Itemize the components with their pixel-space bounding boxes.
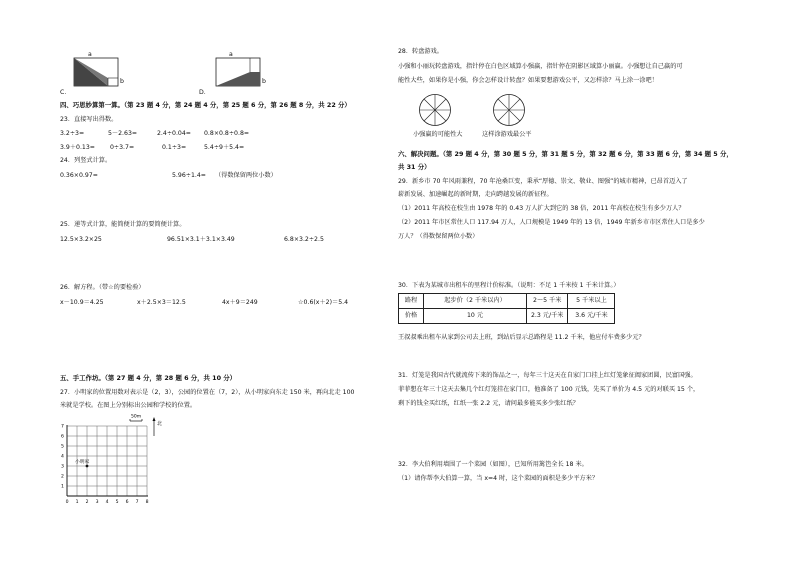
fare-table-cell: 路程	[399, 294, 424, 309]
x-tick-label: 4	[105, 500, 109, 505]
y-tick-label: 3	[61, 464, 64, 470]
fare-table-cell: 起步价（2 千米以内）	[424, 294, 527, 309]
q23-row2-item3: 0.1÷3=	[162, 144, 187, 151]
y-tick-label: 1	[61, 484, 64, 490]
x-tick-label: 2	[85, 500, 89, 505]
fare-table-header-row	[399, 294, 615, 309]
x-tick-label: 6	[125, 500, 129, 505]
q25-problem-1: 12.5×3.2×25	[60, 236, 102, 243]
q25-problem-3: 6.8×3.2÷2.5	[284, 236, 324, 243]
figure-c-diagram	[68, 50, 128, 90]
q26-title: 26．解方程。（带☆的要检验）	[60, 284, 145, 291]
q32-line-1: 32．李大伯利用墙围了一个菜园（如图），已知所用篱笆全长 18 米。	[398, 461, 588, 468]
fare-table-cell: 10 元	[424, 309, 527, 324]
x-tick-label: 5	[115, 500, 119, 505]
q26-problem-3: 4x＋9＝249	[222, 299, 258, 306]
q28-line-1: 小强和小丽玩转盘游戏，指针停在白色区域算小强赢，指针停在阴影区域算小丽赢。小强想让自己赢的可	[398, 63, 683, 70]
figure-d-diagram	[210, 50, 270, 90]
fare-table	[398, 293, 615, 324]
section-5-title: 五、手工作坊。（第 27 题 4 分，第 28 题 6 分，共 10 分）	[60, 374, 237, 382]
fare-table-cell: 价格	[399, 309, 424, 324]
q25-problem-2: 96.51×3.1＋3.1×3.49	[167, 236, 235, 243]
y-tick-label: 7	[61, 424, 64, 430]
q23-row1-item4: 0.8×0.8÷0.8=	[204, 130, 250, 137]
spinner-2	[492, 93, 526, 127]
figure-d-a-label: a	[229, 51, 233, 58]
q23-title: 23．直接写出得数。	[60, 116, 118, 123]
q29-line-2: 崭新发展、加速崛起的新时期，走向跨越发展的新征程。	[398, 191, 553, 198]
q26-problem-2: x＋2.5×3＝12.5	[137, 299, 186, 306]
q23-row2-item4: 5.4÷9＋5.4=	[204, 144, 245, 151]
figure-c-a-label: a	[88, 51, 92, 58]
y-tick-labels	[61, 424, 64, 490]
q27-line-2: 米就是学校。在图上分别标出公园和学校的位置。	[60, 402, 197, 409]
fare-table-cell: 2～5 千米	[527, 294, 568, 309]
fare-table-cell: 5 千米以上	[568, 294, 615, 309]
q30-title: 30．下表为某城市出租车的里程计价标准。（说明：不足 1 千米按 1 千米计算。）	[398, 282, 620, 289]
spinner-1	[418, 93, 452, 127]
q30-question: 王叔叔乘出租车从家到公司去上班，到站后显示总路程是 11.2 千米，他应付车费多少元？	[398, 334, 645, 341]
section-6-title-line-1: 六、解决问题。（第 29 题 4 分，第 30 题 5 分，第 31 题 5 分，第 32 题 6 分，第 33 题 6 分，第 34 题 5 分，	[398, 150, 733, 158]
q24-problem-2: 5.96÷1.4=	[172, 172, 206, 179]
section-4-title: 四、巧思妙算第一算。（第 23 题 4 分，第 24 题 4 分，第 25 题 6 分，第 26 题 8 分，共 22 分）	[60, 101, 351, 109]
north-label: 北	[157, 421, 163, 427]
q28-title: 28．转盘游戏。	[398, 48, 443, 55]
q29-line-3: （1）2011 年高校在校生由 1978 年的 0.43 万人扩大到它的 38 倍，2011 年高校在校生有多少万人？	[398, 205, 685, 212]
x-tick-label: 3	[95, 500, 99, 505]
q23-row1-item3: 2.4÷0.04=	[157, 130, 191, 137]
y-tick-label: 5	[61, 444, 64, 450]
x-tick-label: 1	[75, 500, 79, 505]
spinner-2-caption: 这样涂游戏最公平	[482, 131, 532, 138]
figure-d	[210, 50, 270, 93]
figure-d-b-label: b	[262, 78, 266, 85]
figure-c-b-label: b	[120, 78, 124, 85]
q27-line-1: 27．小明家的位置用数对表示是（2，3），公园的位置在（7，2），从小明家向东走 150 米，再向北走 100	[60, 389, 355, 396]
figure-c	[68, 50, 128, 93]
option-d-label: D．	[199, 89, 210, 96]
scale-label: 50m	[131, 414, 142, 420]
q23-row1-item2: 5－2.63=	[108, 130, 138, 137]
y-tick-label: 6	[61, 434, 64, 440]
option-c-label: C．	[60, 89, 71, 96]
q29-line-1: 29．新乡市 70 年风雨兼程，70 年沧桑巨变，秉承“厚德、崇文、敬业、图强”的城市精神，已昂首迈入了	[398, 178, 688, 185]
x-tick-label: 8	[145, 500, 149, 505]
q24-title: 24．列竖式计算。	[60, 157, 112, 164]
home-point	[86, 465, 89, 468]
q31-line-2: 菲菲想在年三十这天去集几个红灯笼挂在家门口，他准备了 100 元钱，先买了单价为 4.5 元的对联买 15 个，	[398, 386, 700, 393]
q31-line-3: 剩下的钱全买红纸，红纸一张 2.2 元，请问最多能买多少张红纸？	[398, 400, 579, 407]
q24-problem-1: 0.36×0.97=	[60, 172, 98, 179]
x-tick-labels	[66, 499, 149, 505]
x-tick-label: 7	[135, 500, 139, 505]
q23-row1-item1: 3.2÷3=	[60, 130, 85, 137]
q24-note: （得数保留两位小数）	[215, 172, 277, 179]
q23-row2-item1: 3.9＋0.13=	[60, 144, 95, 151]
scale-and-north	[128, 412, 168, 442]
fare-table-cell: 2.3 元/千米	[527, 309, 568, 324]
home-label: 小明家	[75, 460, 90, 465]
y-tick-label: 4	[61, 454, 64, 460]
fare-table-cell: 3.6 元/千米	[568, 309, 615, 324]
q31-line-1: 31．灯笼是我国古代就流传下来的饰品之一，每年三十这天在自家门口挂上红灯笼象征阖家团圆，民富国强。	[398, 372, 697, 379]
q28-line-2: 能性大些，如果你是小强，你会怎样设计转盘？如果要想游戏公平，又怎样涂？马上涂一涂吧！	[398, 77, 658, 84]
spinner-1-caption: 小强赢的可能性大	[413, 131, 463, 138]
q32-line-2: （1）请你帮李大伯算一算，当 x=4 时，这个菜园的面积是多少平方米？	[398, 475, 599, 482]
y-tick-label: 2	[61, 474, 64, 480]
q23-row2-item2: 0÷3.7=	[110, 144, 135, 151]
q29-line-5: 万人？（得数保留两位小数）	[398, 233, 479, 240]
q26-problem-4: ☆0.6(x＋2)＝5.4	[298, 299, 349, 306]
x-tick-label: 0	[65, 500, 69, 505]
q29-line-4: （2）2011 年市区常住人口 117.94 万人，人口规模是 1949 年的 13 倍，1949 年新乡市市区常住人口是多少	[398, 219, 705, 226]
fare-table-price-row	[399, 309, 615, 324]
q25-title: 25．递等式计算，能简便计算的要简便计算。	[60, 221, 186, 228]
section-6-title-line-2: 共 31 分）	[398, 163, 431, 171]
q26-problem-1: x－10.9＝4.25	[60, 299, 104, 306]
